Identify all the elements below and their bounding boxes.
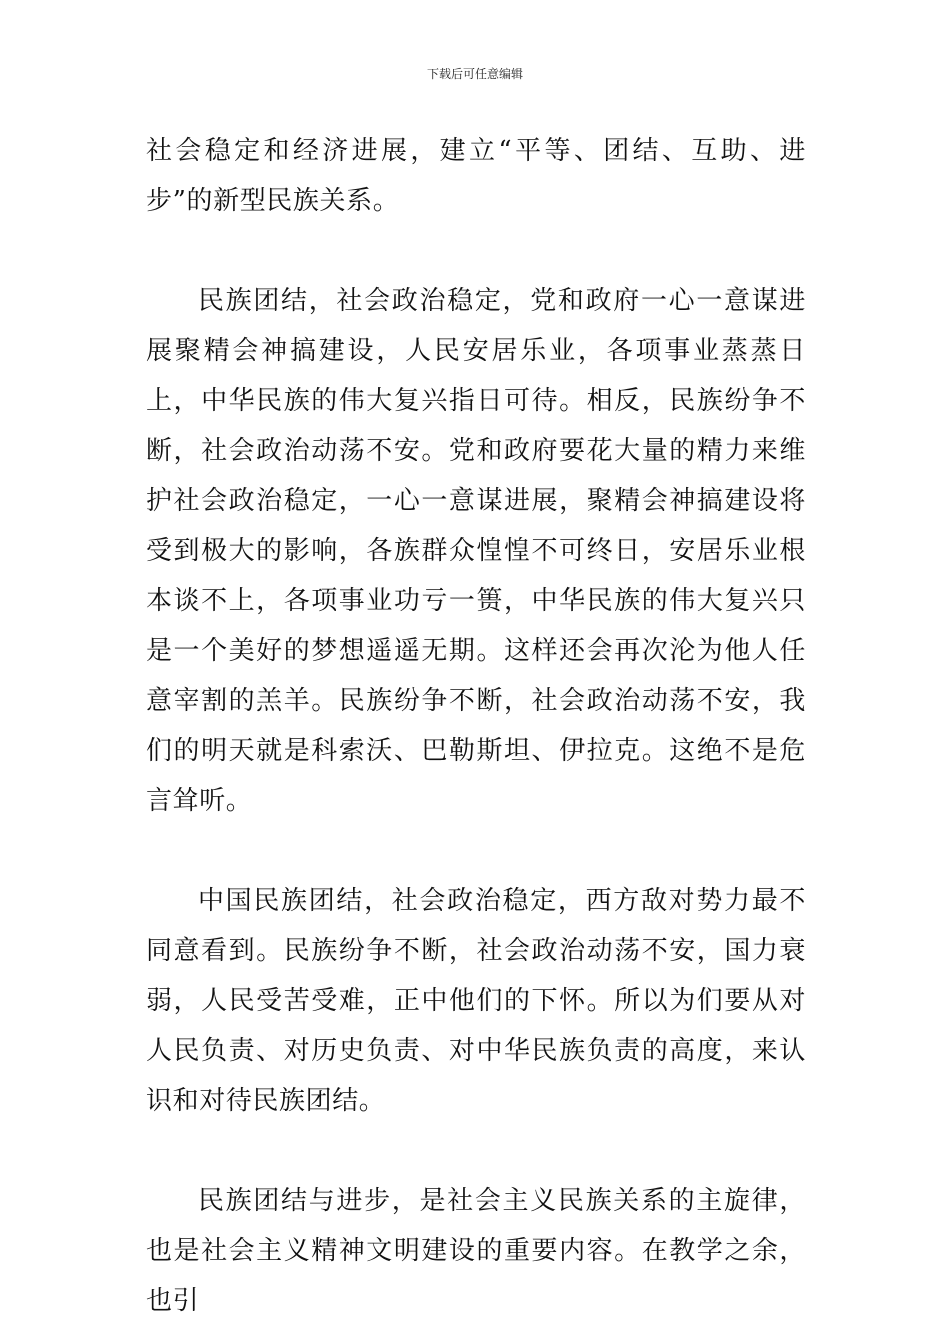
paragraph-4: 民族团结与进步，是社会主义民族关系的主旋律，也是社会主义精神文明建设的重要内容。在教学之余，也引 — [146, 1186, 806, 1316]
paragraph-1: 社会稳定和经济进展，建立“平等、团结、互助、进步”的新型民族关系。 — [146, 136, 806, 216]
paragraph-gap — [146, 826, 806, 876]
page-header: 下载后可任意编辑 — [426, 67, 523, 81]
document-body — [146, 126, 806, 1326]
paragraph-2: 民族团结，社会政治稳定，党和政府一心一意谋进展聚精会神搞建设，人民安居乐业，各项事业蒸蒸日上，中华民族的伟大复兴指日可待。相反，民族纷争不断，社会政治动荡不安。党和政府要花大量的精力来维护社会政治稳定，一心一意谋进展，聚精会神搞建设将受到极大的影响，各族群众惶惶不可终日，安居乐业根本谈不上，各项事业功亏一篑，中华民族的伟大复兴只是一个美好的梦想遥遥无期。这样还会再次沦为他人任意宰割的羔羊。民族纷争不断，社会政治动荡不安，我们的明天就是科索沃、巴勒斯坦、伊拉克。这绝不是危言耸听。 — [146, 286, 806, 816]
paragraph-gap — [146, 1126, 806, 1176]
paragraph-gap — [146, 226, 806, 276]
paragraph-3: 中国民族团结，社会政治稳定，西方敌对势力最不同意看到。民族纷争不断，社会政治动荡不安，国力衰弱，人民受苦受难，正中他们的下怀。所以为们要从对人民负责、对历史负责、对中华民族负责的高度，来认识和对待民族团结。 — [146, 886, 806, 1116]
